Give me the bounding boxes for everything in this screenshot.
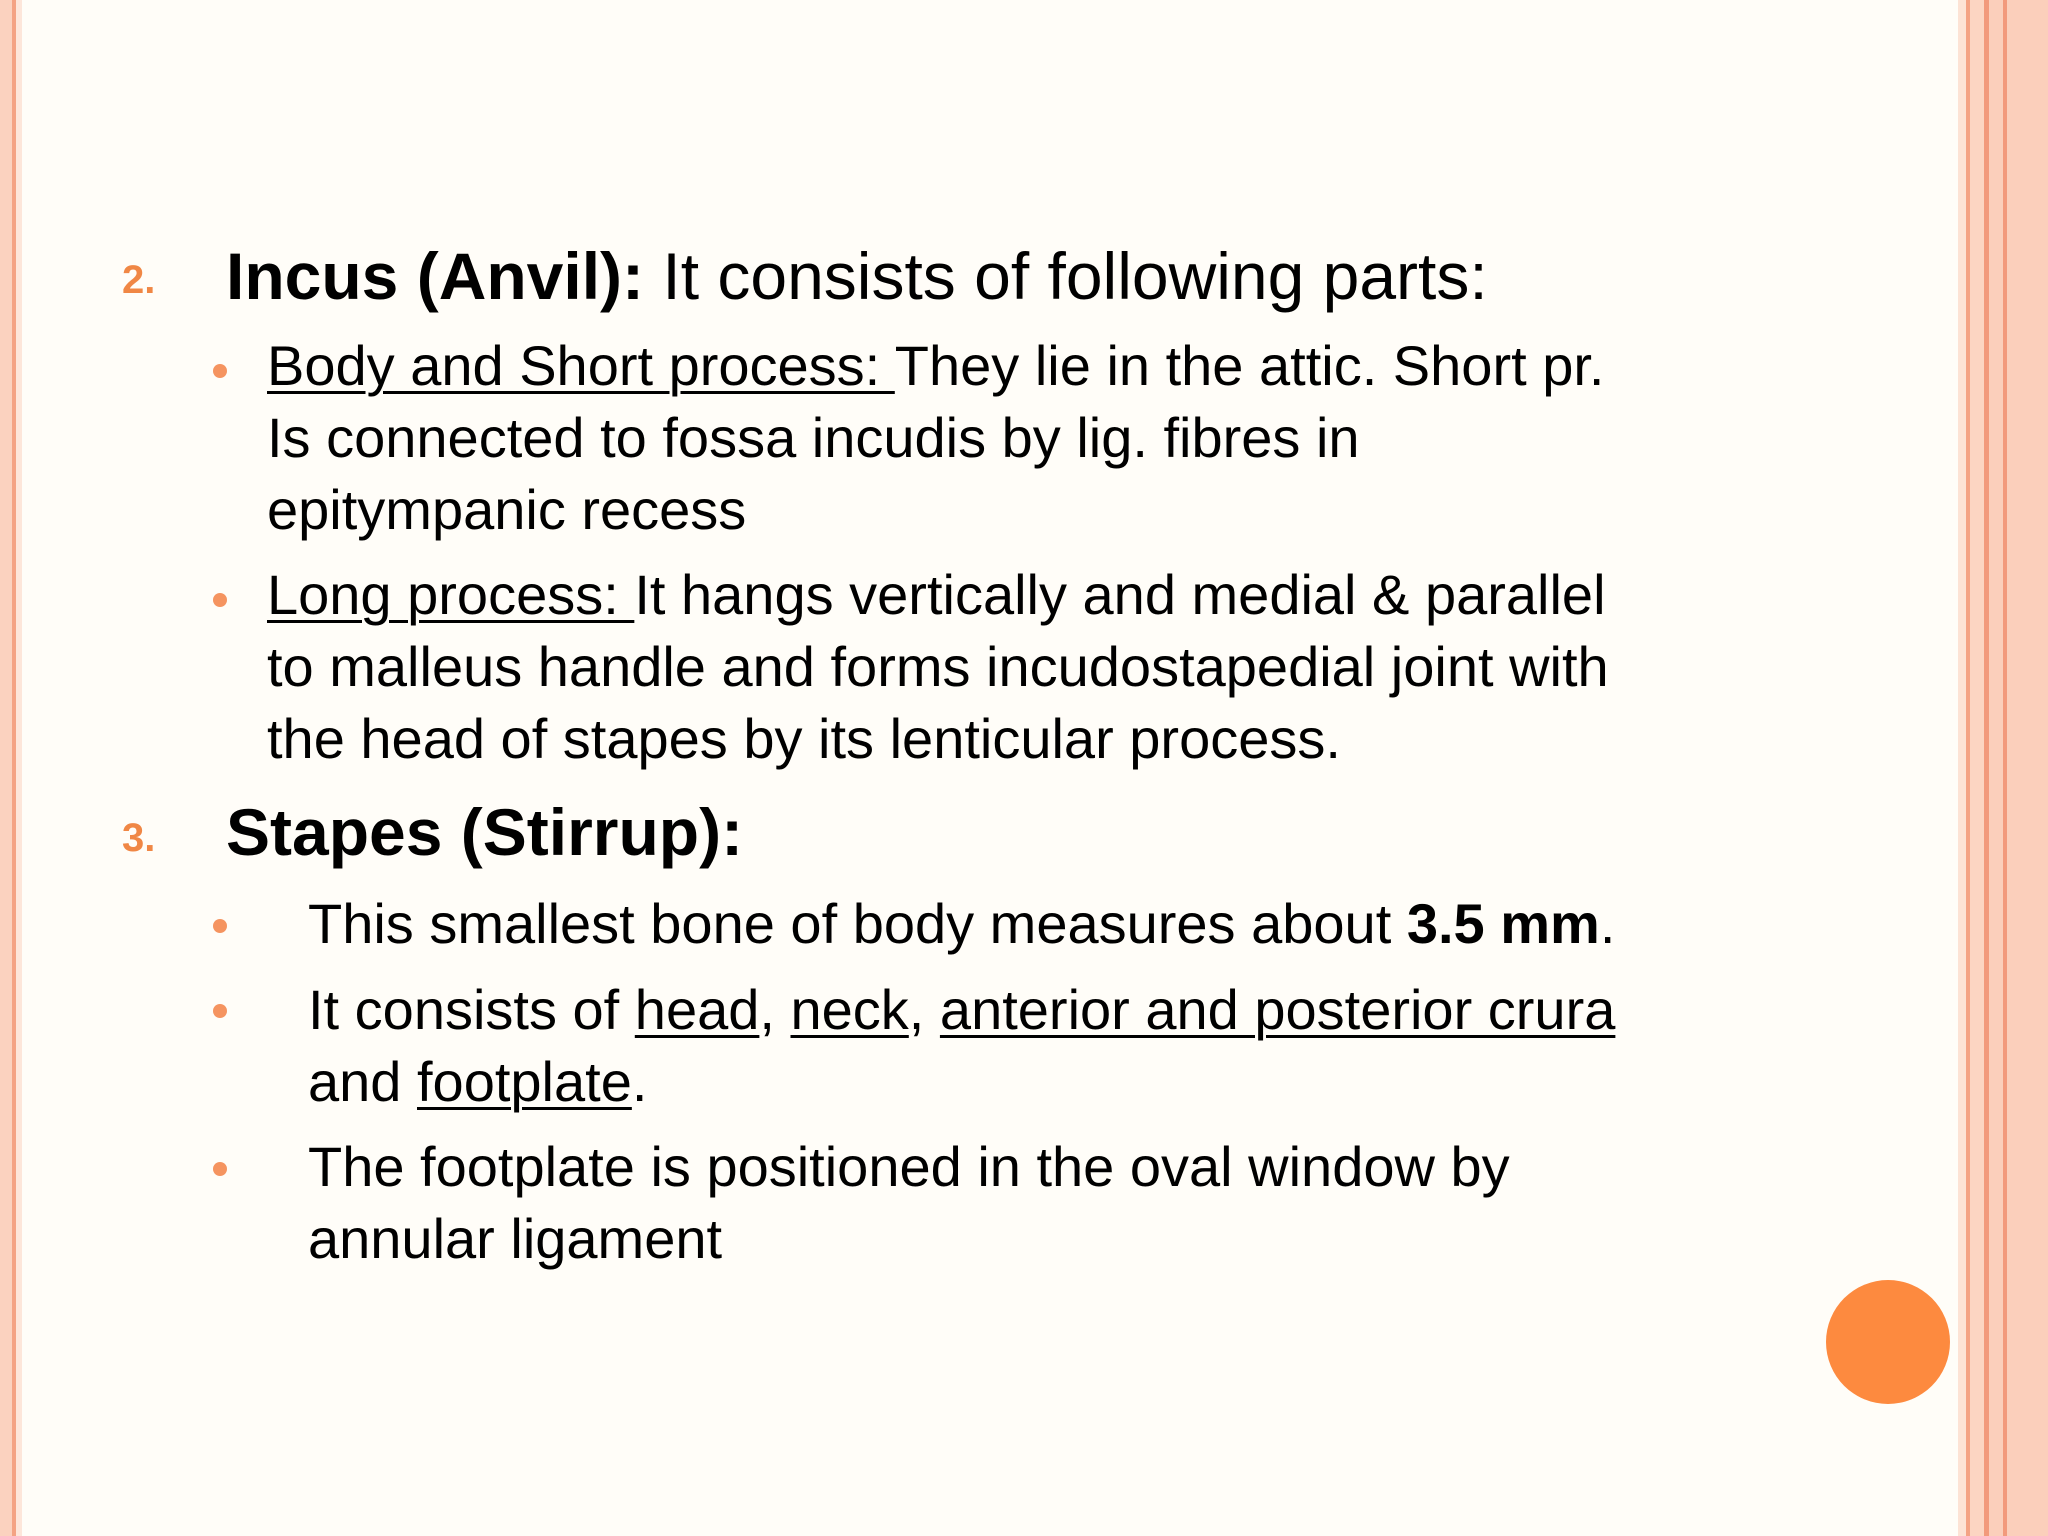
heading-subtitle: It consists of following parts: xyxy=(644,239,1488,313)
text-line: to malleus handle and forms incudostapedial joint with xyxy=(267,635,1609,698)
heading-title: Stapes (Stirrup): xyxy=(226,795,744,869)
separator: , xyxy=(908,978,940,1041)
bullet-icon xyxy=(213,1004,227,1018)
term-footplate: footplate xyxy=(417,1050,632,1113)
list-item xyxy=(308,1131,1510,1275)
text-line xyxy=(308,974,1615,1046)
item-text: It consists of xyxy=(308,978,635,1041)
list-number: 2. xyxy=(122,258,156,302)
right-border-stripe xyxy=(1958,0,1966,1536)
separator: , xyxy=(759,978,791,1041)
item-text: and xyxy=(308,1050,417,1113)
punctuation: . xyxy=(631,1050,648,1113)
term-neck: neck xyxy=(790,978,909,1041)
text-line: annular ligament xyxy=(308,1207,723,1270)
term-head: head xyxy=(634,978,760,1041)
text-line xyxy=(267,330,1604,402)
left-border-stripe xyxy=(0,0,12,1536)
list-item xyxy=(308,974,1615,1118)
left-border-stripe-inner xyxy=(16,0,22,1536)
bullet-icon xyxy=(213,593,227,607)
right-border-stripe xyxy=(1970,0,1984,1536)
bullet-icon xyxy=(213,1162,227,1176)
section-heading-stapes xyxy=(226,794,743,870)
list-number: 3. xyxy=(122,816,156,860)
item-text: They lie in the attic. Short pr. xyxy=(894,334,1605,397)
list-item xyxy=(267,330,1604,546)
bullet-icon xyxy=(213,919,227,933)
text-line: the head of stapes by its lenticular process. xyxy=(267,707,1341,770)
heading-title: Incus (Anvil): xyxy=(226,239,645,313)
text-line xyxy=(308,1046,1615,1118)
list-item xyxy=(308,888,1615,960)
measurement-value: 3.5 mm xyxy=(1406,892,1600,955)
right-border-stripe xyxy=(1989,0,2003,1536)
text-line xyxy=(308,888,1615,960)
text-line: The footplate is positioned in the oval window by xyxy=(308,1135,1510,1198)
item-label: Body and Short process: xyxy=(267,334,895,397)
punctuation: . xyxy=(1599,892,1616,955)
item-text: This smallest bone of body measures about xyxy=(308,892,1407,955)
list-item xyxy=(267,559,1609,775)
right-border-stripe xyxy=(2007,0,2048,1536)
text-line: epitympanic recess xyxy=(267,478,747,541)
text-line: Is connected to fossa incudis by lig. fibres in xyxy=(267,406,1360,469)
item-label: Long process: xyxy=(267,563,635,626)
orange-circle-decoration xyxy=(1826,1280,1950,1404)
text-line xyxy=(267,559,1609,631)
item-text: It hangs vertically and medial & parallel xyxy=(634,563,1606,626)
bullet-icon xyxy=(213,364,227,378)
section-heading-incus xyxy=(226,238,1488,314)
term-crura: anterior and posterior crura xyxy=(939,978,1616,1041)
